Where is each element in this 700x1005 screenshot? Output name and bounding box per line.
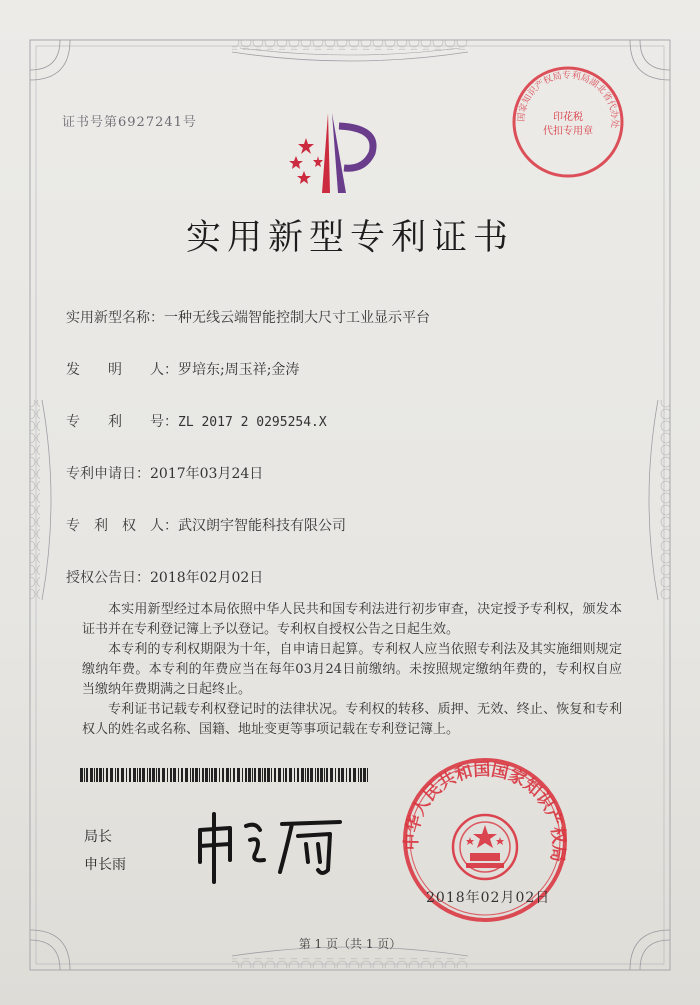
barcode-bar: [115, 768, 116, 782]
barcode-bar: [326, 768, 328, 782]
barcode-bar: [162, 768, 165, 782]
barcode-bar: [271, 768, 272, 782]
field-patentee: 专 利 权 人：武汉朗宇智能科技有限公司: [66, 518, 346, 534]
barcode-bar: [133, 768, 136, 782]
certificate-body: [82, 600, 622, 740]
barcode-bar: [211, 768, 213, 782]
barcode-bar: [199, 768, 200, 782]
barcode-bar: [106, 768, 108, 782]
barcode-bar: [185, 768, 188, 782]
barcode-bar: [110, 768, 113, 782]
barcode-bar: [230, 768, 231, 782]
barcode-bar: [283, 768, 284, 782]
barcode-bar: [152, 768, 155, 782]
barcode-bar: [80, 768, 83, 782]
certificate-number: 证书号第6927241号: [62, 115, 197, 130]
director-name: 申长雨: [84, 857, 126, 873]
barcode-bar: [233, 768, 235, 782]
barcode-bar: [267, 768, 270, 782]
barcode-bar: [149, 768, 151, 782]
barcode-bar: [170, 768, 172, 782]
barcode-bar: [99, 768, 102, 782]
barcode-bar: [262, 768, 263, 782]
barcode-bar: [90, 768, 93, 782]
barcode-bar: [222, 768, 224, 782]
barcode-bar: [363, 768, 366, 782]
seal-date: 2018年02月02日: [426, 890, 551, 906]
svg-text:国家知识产权局专利局湖北省代办处: 国家知识产权局专利局湖北省代办处: [516, 70, 620, 129]
barcode-bar: [367, 768, 368, 782]
barcode-bar: [86, 768, 88, 782]
signature-icon: [190, 800, 350, 890]
barcode-bar: [190, 768, 191, 782]
barcode-bar: [248, 768, 251, 782]
barcode-bar: [349, 768, 351, 782]
barcode-bar: [202, 768, 204, 782]
barcode-bar: [258, 768, 261, 782]
field-patent-number: 专 利 号：ZL 2017 2 0295254.X: [66, 414, 327, 430]
barcode-bar: [338, 768, 340, 782]
barcode-bar: [294, 768, 295, 782]
barcode-bar: [335, 768, 336, 782]
barcode-bar: [353, 768, 356, 782]
barcode-bar: [305, 768, 306, 782]
barcode-bar: [346, 768, 347, 782]
barcode-bar: [209, 768, 210, 782]
barcode-bar: [96, 768, 98, 782]
barcode-bar: [254, 768, 256, 782]
field-grant-date: 授权公告日：2018年02月02日: [66, 570, 264, 586]
barcode-bar: [103, 768, 104, 782]
barcode-bar: [214, 768, 217, 782]
body-paragraph: 本实用新型经过本局依照中华人民共和国专利法进行初步审查，决定授予专利权，颁发本证书并在专利登记簿上予以登记。专利权自授权公告之日起生效。: [82, 602, 622, 637]
barcode-bar: [192, 768, 194, 782]
barcode-bar: [205, 768, 208, 782]
page-title: 实用新型专利证书: [185, 218, 514, 258]
barcode-bar: [252, 768, 253, 782]
barcode-bar: [84, 768, 85, 782]
barcode-bar: [317, 768, 319, 782]
barcode-icon: [80, 768, 370, 782]
barcode-bar: [245, 768, 247, 782]
barcode-bar: [129, 768, 131, 782]
barcode-bar: [289, 768, 292, 782]
barcode-bar: [94, 768, 95, 782]
barcode-bar: [310, 768, 313, 782]
barcode-bar: [301, 768, 304, 782]
svg-text:印花税: 印花税: [553, 112, 583, 123]
director-title: 局长: [84, 829, 112, 845]
body-paragraph: 本专利的专利权期限为十年，自申请日起算。专利权人应当依照专利法及其实施细则规定缴纳年费。本专利的年费应当在每年03月24日前缴纳。未按照规定缴纳年费的，专利权自应当缴纳年费期满之日起终止。: [82, 642, 622, 697]
field-utility-name: 实用新型名称：一种无线云端智能控制大尺寸工业显示平台: [66, 310, 430, 326]
barcode-bar: [242, 768, 243, 782]
cnipa-logo-icon: [284, 108, 384, 198]
barcode-bar: [320, 768, 323, 782]
barcode-bar: [167, 768, 168, 782]
barcode-bar: [126, 768, 127, 782]
barcode-bar: [178, 768, 179, 782]
barcode-bar: [139, 768, 141, 782]
barcode-bar: [158, 768, 160, 782]
field-inventors: 发 明 人：罗培东;周玉祥;金涛: [66, 362, 300, 378]
barcode-bar: [173, 768, 176, 782]
barcode-bar: [117, 768, 119, 782]
barcode-bar: [264, 768, 266, 782]
barcode-bar: [121, 768, 124, 782]
barcode-bar: [358, 768, 359, 782]
barcode-bar: [330, 768, 333, 782]
barcode-bar: [315, 768, 316, 782]
barcode-bar: [341, 768, 344, 782]
barcode-bar: [285, 768, 287, 782]
barcode-bar: [307, 768, 309, 782]
barcode-bar: [156, 768, 157, 782]
barcode-bar: [147, 768, 148, 782]
barcode-bar: [181, 768, 183, 782]
barcode-bar: [142, 768, 145, 782]
page-number: 第 1 页（共 1 页）: [298, 937, 402, 951]
barcode-bar: [237, 768, 240, 782]
tax-stamp-icon: [508, 62, 628, 182]
barcode-bar: [226, 768, 229, 782]
barcode-bar: [274, 768, 276, 782]
barcode-bar: [195, 768, 198, 782]
barcode-bar: [324, 768, 325, 782]
svg-text:中华人民共和国国家知识产权局: 中华人民共和国国家知识产权局: [401, 760, 569, 864]
barcode-bar: [360, 768, 362, 782]
barcode-bar: [297, 768, 299, 782]
body-paragraph: 专利证书记载专利权登记时的法律状况。专利权的转移、质押、无效、终止、恢复和专利权人的姓名或名称、国籍、地址变更等事项记载在专利登记簿上。: [82, 702, 622, 737]
field-apply-date: 专利申请日：2017年03月24日: [66, 466, 264, 482]
barcode-bar: [278, 768, 281, 782]
svg-text:代扣专用章: 代扣专用章: [543, 126, 593, 137]
barcode-bar: [219, 768, 220, 782]
barcode-bar: [137, 768, 138, 782]
